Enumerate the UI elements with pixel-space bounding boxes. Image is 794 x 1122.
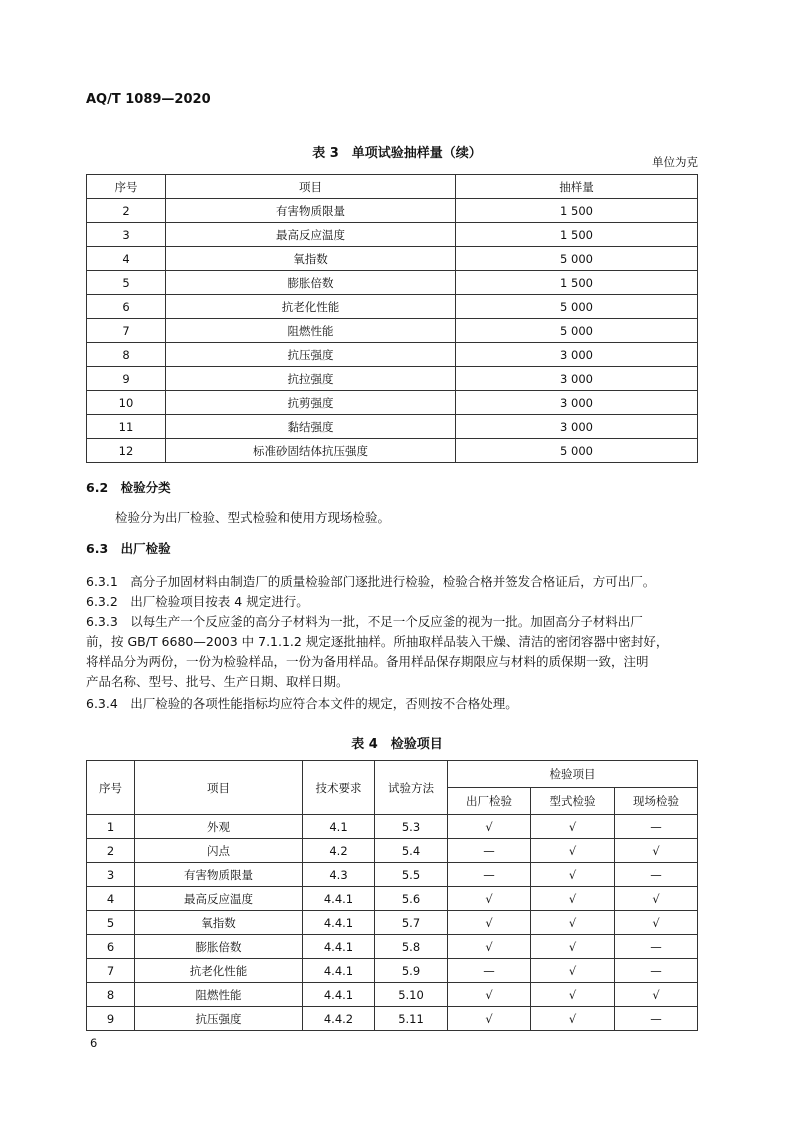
col-header-factory: 出厂检验	[448, 788, 531, 815]
table-cell: 抗拉强度	[166, 367, 456, 391]
clause-6-3-3-line3: 将样品分为两份，一份为检验样品，一份为备用样品。备用样品保存期限应与材料的质保期一致，注明	[86, 654, 649, 669]
table-cell: 膨胀倍数	[166, 271, 456, 295]
table-cell: 5.10	[375, 983, 448, 1007]
table-cell: 外观	[135, 815, 303, 839]
table-header-row	[87, 175, 698, 199]
table-cell: 1 500	[456, 271, 698, 295]
table-cell: 标准砂固结体抗压强度	[166, 439, 456, 463]
table-cell: —	[615, 815, 698, 839]
table-cell: 5 000	[456, 247, 698, 271]
table-cell: √	[448, 983, 531, 1007]
table-cell: 5.9	[375, 959, 448, 983]
table-cell: 6	[87, 295, 166, 319]
table-cell: 5	[87, 911, 135, 935]
table-cell: √	[531, 983, 615, 1007]
table-cell: 8	[87, 343, 166, 367]
table-row	[87, 343, 698, 367]
table-cell: √	[531, 959, 615, 983]
table-row	[87, 319, 698, 343]
table-cell: √	[531, 815, 615, 839]
table-cell: √	[531, 863, 615, 887]
table-cell: 6	[87, 935, 135, 959]
table-cell: 阻燃性能	[166, 319, 456, 343]
table-cell: —	[448, 863, 531, 887]
table-cell: 5 000	[456, 439, 698, 463]
col-header-method: 试验方法	[375, 761, 448, 815]
table-row	[87, 983, 698, 1007]
table-row	[87, 199, 698, 223]
table-cell: 4	[87, 887, 135, 911]
table-cell: 抗老化性能	[135, 959, 303, 983]
table-cell: 3	[87, 863, 135, 887]
table-cell: √	[615, 983, 698, 1007]
table-cell: —	[448, 959, 531, 983]
table-cell: 5 000	[456, 319, 698, 343]
table-cell: 最高反应温度	[166, 223, 456, 247]
table-cell: √	[448, 887, 531, 911]
table3	[86, 174, 698, 463]
col-header-no: 序号	[87, 761, 135, 815]
page-number: 6	[90, 1036, 98, 1050]
table-cell: 5.7	[375, 911, 448, 935]
table-cell: 2	[87, 199, 166, 223]
table-cell: 5.6	[375, 887, 448, 911]
table-cell: 1	[87, 815, 135, 839]
table-cell: 阻燃性能	[135, 983, 303, 1007]
table-cell: 4.4.1	[303, 887, 375, 911]
table-cell: 氧指数	[135, 911, 303, 935]
table-header-row	[87, 761, 698, 788]
table-cell: √	[615, 911, 698, 935]
table-cell: 5.8	[375, 935, 448, 959]
table-cell: 4.4.1	[303, 983, 375, 1007]
clause-6-3-1: 6.3.1 高分子加固材料由制造厂的质量检验部门逐批进行检验，检验合格并签发合格证后，方可出厂。	[86, 574, 656, 589]
table-cell: 7	[87, 319, 166, 343]
table-cell: 抗老化性能	[166, 295, 456, 319]
table-cell: √	[615, 887, 698, 911]
table-cell: 黏结强度	[166, 415, 456, 439]
table-cell: √	[448, 815, 531, 839]
table-cell: 3 000	[456, 415, 698, 439]
table-cell: 4	[87, 247, 166, 271]
table-row	[87, 271, 698, 295]
table-cell: 抗剪强度	[166, 391, 456, 415]
table-cell: 5 000	[456, 295, 698, 319]
clause-6-3-4: 6.3.4 出厂检验的各项性能指标均应符合本文件的规定，否则按不合格处理。	[86, 696, 518, 711]
table-cell: —	[448, 839, 531, 863]
col-header-group: 检验项目	[448, 761, 698, 788]
table-row	[87, 911, 698, 935]
table-cell: 3 000	[456, 391, 698, 415]
table-row	[87, 415, 698, 439]
table-cell: 1 500	[456, 223, 698, 247]
table-cell: √	[531, 935, 615, 959]
table-row	[87, 439, 698, 463]
table-cell: √	[531, 1007, 615, 1031]
table-cell: 有害物质限量	[166, 199, 456, 223]
table-cell: 5.5	[375, 863, 448, 887]
clause-6-3-2: 6.3.2 出厂检验项目按表 4 规定进行。	[86, 594, 309, 609]
table-cell: 4.4.1	[303, 935, 375, 959]
table-row	[87, 887, 698, 911]
table-row	[87, 863, 698, 887]
table-cell: 5.4	[375, 839, 448, 863]
table-cell: 有害物质限量	[135, 863, 303, 887]
table-row	[87, 1007, 698, 1031]
table-cell: √	[448, 911, 531, 935]
table-row	[87, 367, 698, 391]
table-cell: 4.2	[303, 839, 375, 863]
table-cell: 2	[87, 839, 135, 863]
table-cell: 4.4.1	[303, 959, 375, 983]
table-cell: 3 000	[456, 343, 698, 367]
table-cell: √	[448, 935, 531, 959]
table-cell: 5.11	[375, 1007, 448, 1031]
table-cell: √	[531, 839, 615, 863]
section-6-2-text: 检验分为出厂检验、型式检验和使用方现场检验。	[115, 510, 391, 525]
col-header-type: 型式检验	[531, 788, 615, 815]
doc-code: AQ/T 1089—2020	[86, 92, 211, 107]
table-cell: 5	[87, 271, 166, 295]
table-cell: √	[615, 839, 698, 863]
clause-6-3-3-line4: 产品名称、型号、批号、生产日期、取样日期。	[86, 674, 349, 689]
table-cell: 抗压强度	[135, 1007, 303, 1031]
table-cell: —	[615, 863, 698, 887]
table-cell: 5.3	[375, 815, 448, 839]
col-header: 项目	[166, 175, 456, 199]
table-cell: 膨胀倍数	[135, 935, 303, 959]
col-header-item: 项目	[135, 761, 303, 815]
table-row	[87, 959, 698, 983]
table-cell: 4.4.2	[303, 1007, 375, 1031]
table-row	[87, 815, 698, 839]
table-row	[87, 839, 698, 863]
col-header-requirement: 技术要求	[303, 761, 375, 815]
clause-6-3-3-line1: 6.3.3 以每生产一个反应釜的高分子材料为一批，不足一个反应釜的视为一批。加固高分子材料出厂	[86, 614, 643, 629]
col-header-site: 现场检验	[615, 788, 698, 815]
table-cell: √	[531, 887, 615, 911]
table-cell: √	[448, 1007, 531, 1031]
table-cell: 3 000	[456, 367, 698, 391]
table-cell: 闪点	[135, 839, 303, 863]
table-cell: 4.1	[303, 815, 375, 839]
table-cell: —	[615, 935, 698, 959]
table-row	[87, 247, 698, 271]
table-row	[87, 935, 698, 959]
table-cell: 最高反应温度	[135, 887, 303, 911]
table-cell: 4.3	[303, 863, 375, 887]
table-cell: 9	[87, 367, 166, 391]
table-cell: 9	[87, 1007, 135, 1031]
section-6-2-title: 6.2 检验分类	[86, 480, 171, 495]
table4	[86, 760, 698, 1031]
col-header: 序号	[87, 175, 166, 199]
table3-title: 表 3 单项试验抽样量（续）	[312, 146, 482, 161]
section-6-3-title: 6.3 出厂检验	[86, 541, 171, 556]
table-row	[87, 223, 698, 247]
clause-6-3-3-line2: 前，按 GB/T 6680—2003 中 7.1.1.2 规定逐批抽样。所抽取样品装入干燥、清洁的密闭容器中密封好，	[86, 634, 669, 649]
table-cell: √	[531, 911, 615, 935]
table4-title: 表 4 检验项目	[351, 737, 443, 752]
table-cell: 12	[87, 439, 166, 463]
table-cell: 1 500	[456, 199, 698, 223]
table-cell: 氧指数	[166, 247, 456, 271]
table-cell: 3	[87, 223, 166, 247]
table-cell: 抗压强度	[166, 343, 456, 367]
table-cell: 4.4.1	[303, 911, 375, 935]
col-header: 抽样量	[456, 175, 698, 199]
table-cell: —	[615, 1007, 698, 1031]
table-cell: —	[615, 959, 698, 983]
table-cell: 7	[87, 959, 135, 983]
table-row	[87, 295, 698, 319]
table3-unit: 单位为克	[652, 155, 698, 169]
table-cell: 8	[87, 983, 135, 1007]
table-row	[87, 391, 698, 415]
table-cell: 11	[87, 415, 166, 439]
table-cell: 10	[87, 391, 166, 415]
